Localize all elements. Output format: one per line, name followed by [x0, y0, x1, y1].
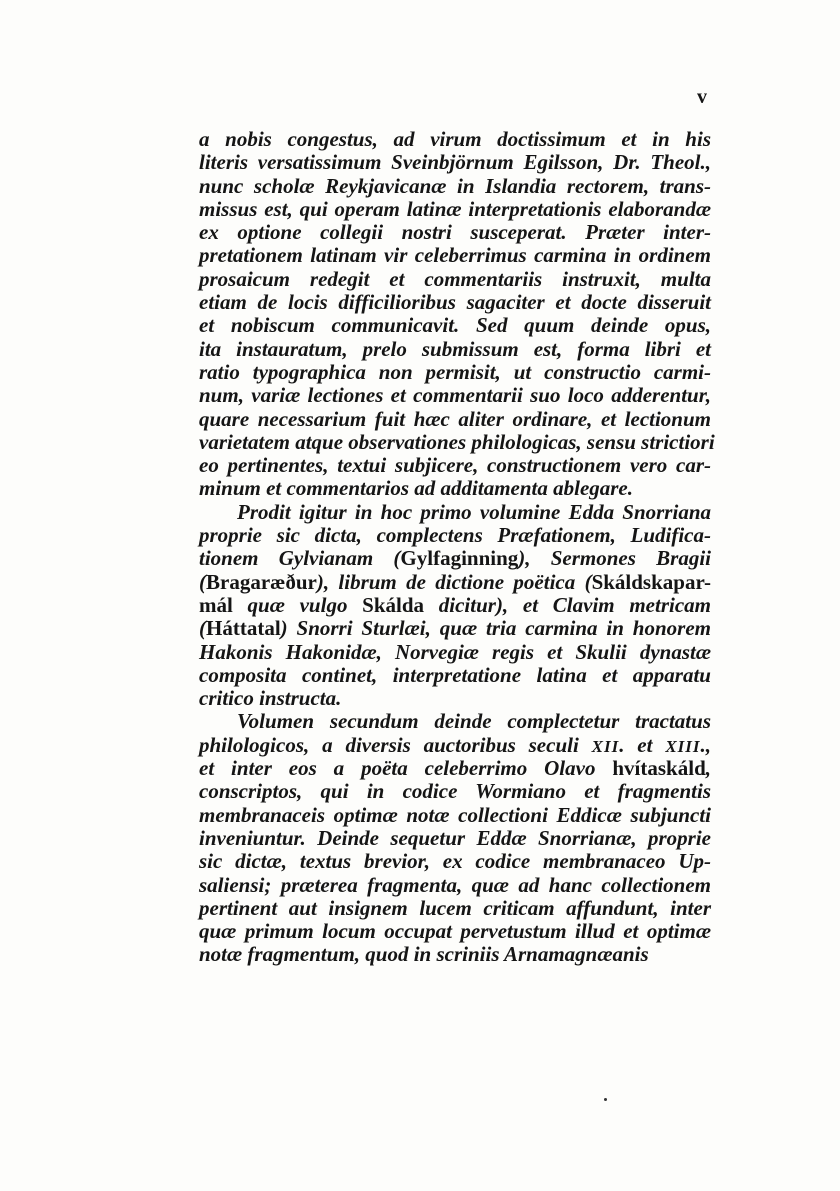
text-run: nunc scholæ Reykjavicanæ in Islandia rectorem, trans-	[199, 173, 711, 198]
text-run: Bragaræður	[206, 569, 317, 594]
text-run: etiam de locis difficilioribus sagaciter et docte disseruit	[199, 290, 711, 315]
text-run: missus est, qui operam latinæ interpretationis elaborandæ	[199, 196, 711, 221]
text-line	[199, 361, 711, 384]
text-run: ex optione collegii nostri susceperat. Præter inter-	[199, 220, 711, 245]
text-run: . et	[619, 732, 666, 757]
text-run: Prodit igitur in hoc primo volumine Edda Snorriana	[237, 499, 711, 524]
text-run: ), librum de dictione poëtica (	[316, 569, 592, 594]
text-run: pretationem latinam vir celeberrimus carmina in ordinem	[199, 243, 711, 268]
text-run: ita instauratum, prelo submissum est, forma libri et	[199, 336, 711, 361]
text-line	[199, 454, 711, 477]
text-line	[199, 874, 711, 897]
text-line	[199, 244, 711, 267]
text-line	[199, 641, 711, 664]
text-run: conscriptos, qui in codice Wormiano et fragmentis	[199, 779, 711, 804]
text-run: Gylfaginning	[400, 546, 519, 571]
text-run: ratio typographica non permisit, ut constructio carmi-	[199, 359, 711, 384]
text-run: critico instructa.	[199, 686, 342, 711]
text-line	[199, 920, 711, 943]
text-run: mál	[199, 592, 233, 617]
text-line	[199, 617, 711, 640]
text-line	[199, 314, 711, 337]
text-line	[199, 780, 711, 803]
text-line	[199, 897, 711, 920]
text-line	[199, 664, 711, 687]
text-run: sic dictæ, textus brevior, ex codice membranaceo Up-	[199, 849, 711, 874]
text-line	[199, 524, 711, 547]
text-run: dicitur), et Clavim metricam	[424, 592, 711, 617]
text-run: quæ vulgo	[232, 592, 363, 617]
text-line	[199, 547, 711, 570]
text-run: a nobis congestus, ad virum doctissimum et in his	[199, 127, 711, 151]
text-run: ) Snorri Sturlæi, quæ tria carmina in honorem	[280, 616, 711, 641]
page-number: v	[697, 86, 707, 108]
text-line	[199, 734, 711, 757]
text-run: proprie sic dicta, complectens Præfationem, Ludifica-	[199, 523, 711, 548]
text-run: XIII	[665, 736, 701, 756]
text-line	[199, 151, 711, 174]
text-line	[199, 408, 711, 431]
text-run: notæ fragmentum, quod in scriniis Arnamagnæanis	[199, 942, 649, 967]
text-line	[199, 804, 711, 827]
text-run: Skálda	[362, 592, 425, 617]
text-run: XII	[591, 736, 620, 756]
text-run: inveniuntur. Deinde sequetur Eddæ Snorrianæ, proprie	[199, 825, 711, 850]
text-run: ,	[705, 756, 711, 781]
text-run: literis versatissimum Sveinbjörnum Egilsson, Dr. Theol.,	[199, 150, 711, 175]
text-run: quæ primum locum occupat pervetustum illud et optimæ	[199, 919, 711, 944]
text-run: tionem Gylvianam (	[199, 546, 401, 571]
text-line	[199, 501, 711, 524]
text-line	[199, 594, 711, 617]
text-line	[199, 827, 711, 850]
text-line	[199, 943, 711, 966]
text-run: composita continet, interpretatione latina et apparatu	[199, 662, 711, 687]
text-run: eo pertinentes, textui subjicere, constructionem vero car-	[199, 453, 711, 478]
text-line	[199, 429, 715, 454]
text-run: Volumen secundum deinde complectetur tractatus	[237, 709, 711, 734]
text-line	[199, 850, 711, 873]
text-run: prosaicum redegit et commentariis instruxit, multa	[199, 266, 711, 291]
text-run: quare necessarium fuit hæc aliter ordinare, et lectionum	[199, 406, 711, 431]
text-line	[199, 710, 711, 733]
text-run: minum et commentarios ad additamenta ablegare.	[199, 476, 634, 501]
text-line	[199, 757, 711, 780]
text-line	[199, 291, 711, 314]
text-line	[199, 338, 711, 361]
text-run: saliensi; præterea fragmenta, quæ ad hanc collectionem	[199, 872, 711, 897]
text-line	[199, 571, 711, 594]
text-line	[199, 477, 711, 500]
text-run: num, variæ lectiones et commentarii suo loco adderentur,	[199, 383, 711, 408]
text-run: (	[199, 569, 206, 594]
body-text	[199, 127, 715, 967]
text-run: membranaceis optimæ notæ collectioni Eddicæ subjuncti	[199, 802, 711, 827]
text-line	[199, 384, 711, 407]
text-line	[199, 687, 711, 710]
text-run: et nobiscum communicavit. Sed quum deinde opus,	[199, 313, 711, 338]
text-line	[199, 198, 711, 221]
text-run: (	[199, 616, 206, 641]
text-line	[199, 175, 711, 198]
text-run: Hakonis Hakonidæ, Norvegiæ regis et Skulii dynastæ	[199, 639, 711, 664]
text-line	[199, 268, 711, 291]
text-line	[199, 221, 711, 244]
text-run: et inter eos a poëta celeberrimo Olavo	[199, 756, 613, 781]
text-run: pertinent aut insignem lucem criticam affundunt, inter	[199, 895, 711, 920]
text-run: hvítaskáld	[612, 756, 706, 781]
text-run: varietatem atque observationes philologicas, sensu strictiori	[199, 429, 715, 454]
text-run: Skáldskapar-	[591, 569, 711, 594]
scan-speck	[604, 1098, 607, 1101]
text-run: Háttatal	[206, 616, 281, 641]
text-line	[199, 128, 711, 151]
text-run: .,	[700, 732, 711, 757]
text-run: philologicos, a diversis auctoribus seculi	[199, 732, 592, 757]
text-run: ), Sermones Bragii	[518, 546, 711, 571]
